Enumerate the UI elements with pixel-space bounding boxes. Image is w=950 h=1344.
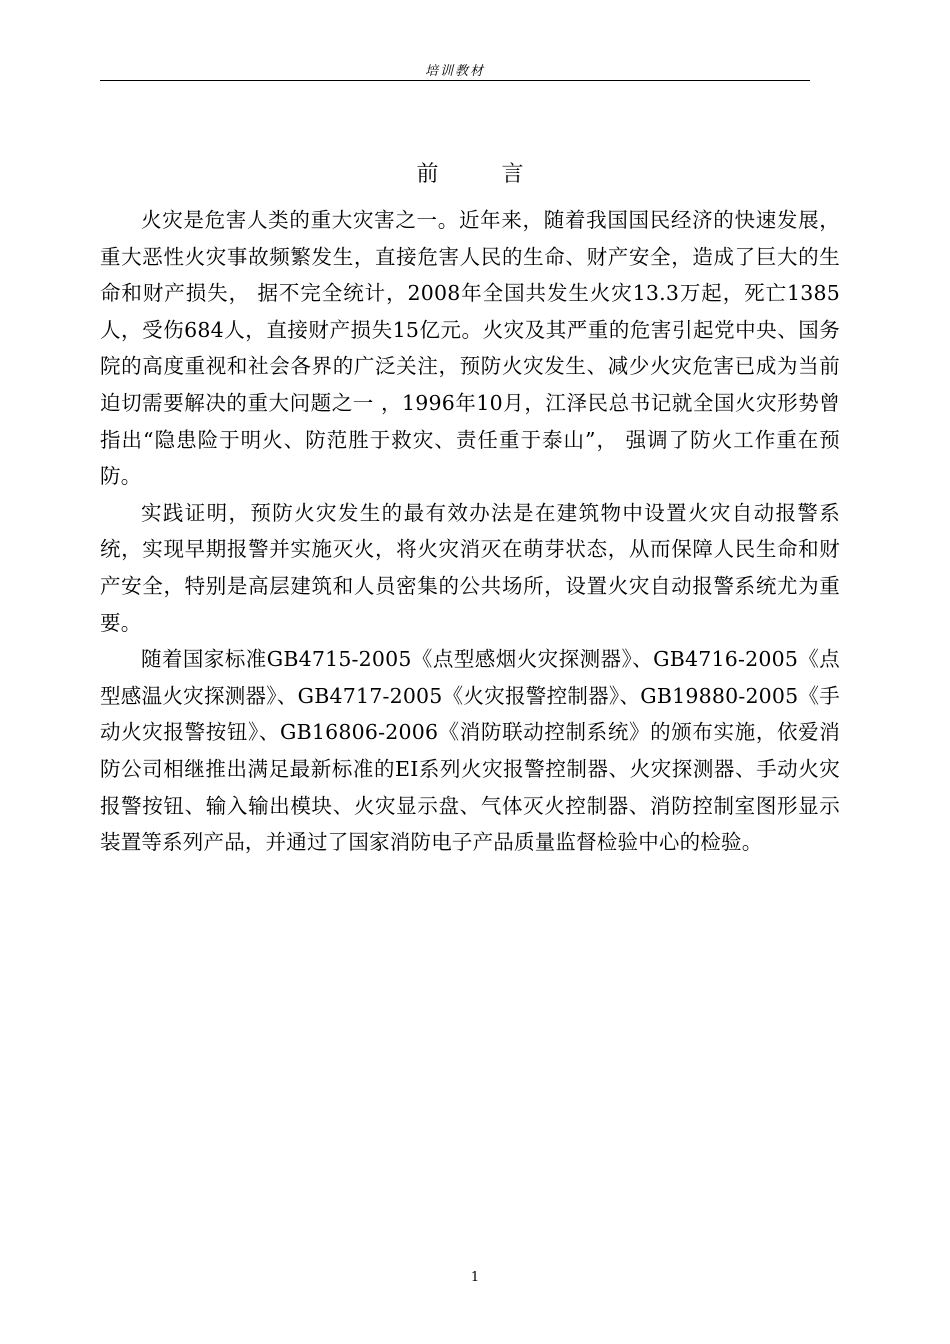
body-text (100, 202, 840, 861)
page-number: 1 (470, 1270, 480, 1285)
paragraph: 火灾是危害人类的重大灾害之一。近年来，随着我国国民经济的快速发展，重大恶性火灾事故频繁发生，直接危害人民的生命、财产安全，造成了巨大的生命和财产损失， 据不完全统计，2008年全国共发生火灾13.3万起，死亡1385人，受伤684人，直接财产损失15亿元。火灾及其严重的危害引起党中央、国务院的高度重视和社会各界的广泛关注，预防火灾发生、减少火灾危害已成为当前迫切需要解决的重大问题之一 ，1996年10月，江泽民总书记就全国火灾形势曾指出“隐患险于明火、防范胜于救灾、责任重于泰山”， 强调了防火工作重在预防。 (100, 208, 840, 489)
header-rule (100, 80, 810, 81)
paragraph: 随着国家标准GB4715-2005《点型感烟火灾探测器》、GB4716-2005《点型感温火灾探测器》、GB4717-2005《火灾报警控制器》、GB19880-2005《手动火灾报警按钮》、GB16806-2006《消防联动控制系统》的颁布实施，依爱消防公司相继推出满足最新标准的EI系列火灾报警控制器、火灾探测器、手动火灾报警按钮、输入输出模块、火灾显示盘、气体灭火控制器、消防控制室图形显示装置等系列产品，并通过了国家消防电子产品质量监督检验中心的检验。 (100, 647, 840, 855)
running-header: 培训教材 (424, 64, 485, 79)
page-title: 前 言 (416, 162, 552, 187)
paragraph: 实践证明，预防火灾发生的最有效办法是在建筑物中设置火灾自动报警系统，实现早期报警并实施灭火，将火灾消灭在萌芽状态，从而保障人民生命和财产安全，特别是高层建筑和人员密集的公共场所，设置火灾自动报警系统尤为重要。 (100, 500, 840, 635)
